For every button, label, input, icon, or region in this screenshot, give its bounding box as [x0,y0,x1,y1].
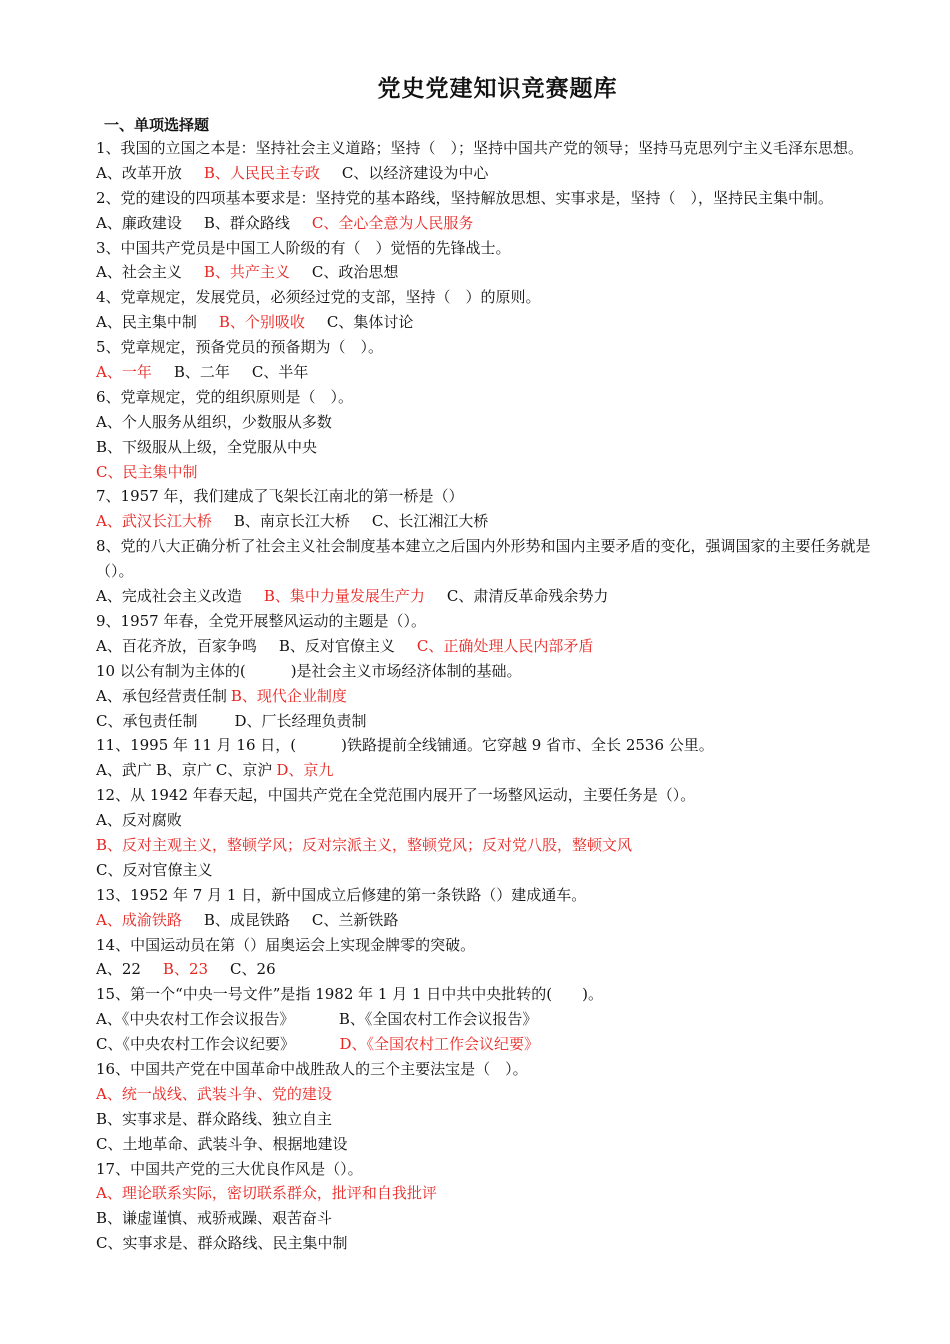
answer-options [58,1132,896,1157]
answer-options [58,808,896,833]
answer-options [58,435,896,460]
option: B、实事求是、群众路线、独立自主 [96,1109,333,1128]
correct-option: A、理论联系实际，密切联系群众，批评和自我批评 [96,1184,437,1203]
answer-options [58,1107,896,1132]
question-text: 5、党章规定，预备党员的预备期为（ ）。 [96,338,384,357]
correct-option: A、一年 [96,363,152,382]
option: B、二年 [173,363,230,382]
question-text: 15、第一个“中央一号文件”是指 1982 年 1 月 1 日中共中央批转的( )。 [96,985,603,1004]
option: C、肃清反革命残余势力 [446,587,609,606]
correct-option: D、京九 [276,761,334,780]
correct-option: C、全心全意为人民服务 [311,213,474,232]
document-title: 党史党建知识竞赛题库 [377,75,618,102]
section-heading: 一、单项选择题 [104,116,210,134]
answer-options [58,1082,896,1107]
answer-options [58,360,896,385]
correct-option: B、反对主观主义，整顿学风；反对宗派主义，整顿党风；反对党八股，整顿文风 [96,835,633,854]
question-text: 1、我国的立国之本是：坚持社会主义道路；坚持（ ）；坚持中国共产党的领导；坚持马克思列宁主义毛泽东思想。 [96,139,864,157]
answer-options [58,310,896,335]
question-text: 3、中国共产党员是中国工人阶级的有（ ）觉悟的先锋战士。 [96,238,511,257]
correct-option: B、共产主义 [203,263,290,282]
question-text: 14、中国运动员在第（）届奥运会上实现金牌零的突破。 [96,935,476,954]
option: C、反对官僚主义 [96,860,213,879]
option: B、京广 [155,761,212,780]
option: A、百花齐放，百家争鸣 [96,636,257,655]
option: A、武广 [96,761,152,780]
option: A、承包经营责任制 [96,686,227,705]
option: C、实事求是、群众路线、民主集中制 [96,1234,348,1253]
answer-options [58,1181,896,1206]
answer-options [58,758,896,783]
correct-option: C、民主集中制 [96,462,198,481]
correct-option: B、现代企业制度 [230,686,347,705]
answer-options [58,584,896,609]
answer-options [58,908,896,933]
option: A、反对腐败 [96,811,182,830]
question-text: 16、中国共产党在中国革命中战胜敌人的三个主要法宝是（ ）。 [96,1060,528,1078]
option: B、《全国农村工作会议报告》 [308,1010,538,1029]
answer-options [58,410,896,435]
option: A、《中央农村工作会议报告》 [96,1010,287,1029]
option: C、26 [230,960,276,979]
option: B、谦虚谨慎、戒骄戒躁、艰苦奋斗 [96,1209,333,1228]
option: D、厂长经理负责制 [219,711,367,730]
option: C、半年 [251,363,309,382]
option: A、22 [96,960,141,979]
answer-options [58,709,896,734]
option: C、长江湘江大桥 [371,512,489,531]
correct-option: B、人民民主专政 [203,163,320,182]
answer-options [58,460,896,485]
option: A、民主集中制 [96,313,197,332]
question-text: 11、1995 年 11 月 16 日，( )铁路提前全线铺通。它穿越 9 省市、全长 2536 公里。 [96,736,714,755]
answer-options [58,684,896,709]
option: A、个人服务从组织，少数服从多数 [96,412,332,431]
answer-options [58,260,896,285]
answer-options [58,161,896,186]
question-text: 12、从 1942 年春天起，中国共产党在全党范围内展开了一场整风运动，主要任务是（）。 [96,786,696,805]
option: B、成昆铁路 [203,910,290,929]
answer-options [58,833,896,858]
option: B、群众路线 [203,213,290,232]
question-text: 9、1957 年春，全党开展整风运动的主题是（）。 [96,611,426,630]
option: C、承包责任制 [96,711,198,730]
answer-options [58,211,896,236]
option: C、京沪 [215,761,273,780]
option: B、下级服从上级，全党服从中央 [96,437,318,456]
question-text: 10 以公有制为主体的( )是社会主义市场经济体制的基础。 [96,661,522,680]
correct-option: A、成渝铁路 [96,910,182,929]
option: B、反对官僚主义 [278,636,395,655]
option: C、政治思想 [311,263,399,282]
correct-option: D、《全国农村工作会议纪要》 [309,1035,540,1054]
answer-options [58,858,896,883]
question-text: 4、党章规定，发展党员，必须经过党的支部，坚持（ ）的原则。 [96,288,541,307]
option: A、社会主义 [96,263,182,282]
option: C、土地革命、武装斗争、根据地建设 [96,1134,348,1153]
answer-options [58,957,896,982]
correct-option: C、正确处理人民内部矛盾 [416,636,594,655]
option: C、以经济建设为中心 [341,163,489,182]
answer-options [58,1231,896,1256]
question-text: 8、党的八大正确分析了社会主义社会制度基本建立之后国内外形势和国内主要矛盾的变化，强调国家的主要任务就是（）。 [96,537,871,581]
answer-options [58,1206,896,1231]
option: C、集体讨论 [326,313,414,332]
option: B、南京长江大桥 [233,512,350,531]
question-list [58,136,896,1256]
option: C、兰新铁路 [311,910,399,929]
question-text: 6、党章规定，党的组织原则是（ ）。 [96,387,354,406]
option: A、完成社会主义改造 [96,587,242,606]
answer-options [58,1032,896,1057]
correct-option: B、个别吸收 [218,313,305,332]
question-text: 13、1952 年 7 月 1 日，新中国成立后修建的第一条铁路（）建成通车。 [96,885,587,904]
correct-option: A、武汉长江大桥 [96,512,212,531]
answer-options [58,634,896,659]
question-text: 7、1957 年，我们建成了飞架长江南北的第一桥是（） [96,487,464,506]
question-text: 2、党的建设的四项基本要求是：坚持党的基本路线，坚持解放思想、实事求是，坚持（ ），坚持民主集中制。 [96,188,834,207]
correct-option: A、统一战线、武装斗争、党的建设 [96,1084,332,1103]
option: A、廉政建设 [96,213,182,232]
question-text: 17、中国共产党的三大优良作风是（）。 [96,1159,363,1178]
option: C、《中央农村工作会议纪要》 [96,1035,288,1054]
answer-options [58,509,896,534]
correct-option: B、集中力量发展生产力 [263,587,425,606]
option: A、改革开放 [96,163,182,182]
answer-options [58,1007,896,1032]
correct-option: B、23 [162,960,209,979]
